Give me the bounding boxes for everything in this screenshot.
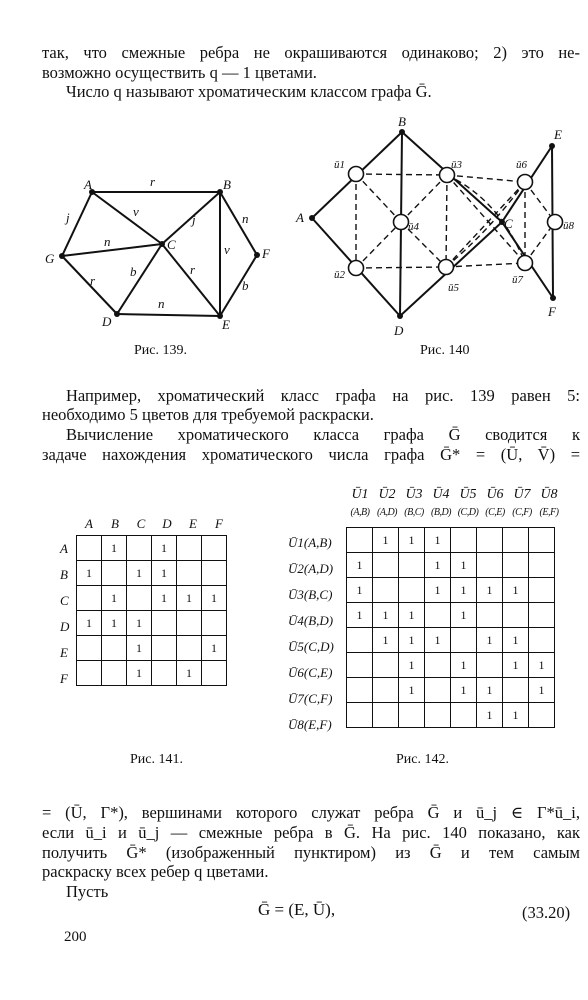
matrix-cell [451,703,477,728]
matrix-cell [177,611,202,636]
row-header: A [60,541,68,556]
text-p4a: = (Ū, Γ*), вершинами которого служат ребра Ḡ и ū_j ∈ Γ*ū_i, [42,803,580,822]
text-p4d: раскраску всех ребер q цветами. [42,862,269,881]
matrix-cell [347,678,373,703]
matrix-cell [202,561,227,586]
caption-fig139: Рис. 139. [134,343,187,358]
edge-label: r [90,273,96,288]
matrix-cell [477,603,503,628]
matrix-cell: 1 [477,703,503,728]
matrix-cell [503,553,529,578]
text-p2b: необходимо 5 цветов для требуемой раскраски. [42,405,374,424]
row-header: E [60,645,68,660]
matrix-cell: 1 [202,636,227,661]
matrix-cell [202,536,227,561]
edge-label: b [130,264,137,279]
fig141-matrix [76,535,227,686]
matrix-cell [177,536,202,561]
matrix-cell: 1 [347,553,373,578]
matrix-cell [477,528,503,553]
matrix-cell: 1 [373,603,399,628]
edge-vertex-label: ū7 [512,274,523,286]
matrix-cell: 1 [399,528,425,553]
matrix-cell: 1 [77,561,102,586]
vertex-label: D [102,314,112,329]
figure-139-graph [40,170,280,330]
figure-140-graph [290,110,580,342]
col-header: Ū2 [378,487,396,502]
matrix-cell: 1 [77,611,102,636]
vertex-label: F [262,246,270,261]
edge-vertex-label: ū8 [563,220,574,232]
matrix-cell: 1 [102,536,127,561]
matrix-cell [477,553,503,578]
matrix-cell [529,528,555,553]
edge-vertex-label: ū6 [516,159,527,171]
matrix-cell [347,703,373,728]
matrix-cell: 1 [127,661,152,686]
matrix-cell [373,653,399,678]
row-header: Ū2(A,D) [288,561,334,576]
col-subheader: (B,D) [431,507,451,518]
edge-label: j [66,210,70,225]
matrix-cell: 1 [503,628,529,653]
matrix-cell [347,528,373,553]
row-header: D [60,619,70,634]
matrix-cell [102,636,127,661]
edge-label: v [224,242,230,257]
row-header: Ū5(C,D) [288,639,334,654]
edge-label: n [104,234,111,249]
matrix-cell: 1 [503,653,529,678]
matrix-cell: 1 [529,653,555,678]
matrix-cell [529,578,555,603]
matrix-cell: 1 [529,678,555,703]
edge-label: v [133,204,139,219]
row-header: Ū8(E,F) [288,717,332,732]
text-p2a: Например, хроматический класс графа на рис. 139 равен 5: [66,386,580,405]
matrix-cell: 1 [399,628,425,653]
matrix-cell [425,653,451,678]
col-subheader: (C,E) [485,507,505,518]
vertex-label: C [504,216,513,231]
col-header: Ū4 [432,487,450,502]
matrix-cell: 1 [152,561,177,586]
matrix-cell: 1 [177,661,202,686]
edge-vertex-label: ū2 [334,269,345,281]
matrix-cell: 1 [152,536,177,561]
matrix-cell [451,528,477,553]
col-header: C [136,516,146,531]
edge-label: j [192,212,196,227]
matrix-cell: 1 [347,603,373,628]
col-header: E [189,516,197,531]
edge-vertex-label: ū5 [448,282,459,294]
text-p4b: если ū_i и ū_j — смежные ребра в Ḡ. На рис. 140 показано, как [42,823,580,842]
matrix-cell [127,586,152,611]
matrix-cell: 1 [202,586,227,611]
matrix-cell [373,678,399,703]
text-p3a: Вычисление хроматического класса графа Ḡ сводится к [66,425,580,444]
matrix-cell [177,636,202,661]
vertex-label: B [398,114,406,129]
matrix-cell: 1 [425,553,451,578]
row-header: B [60,567,68,582]
col-header: Ū6 [486,487,504,502]
matrix-cell [503,603,529,628]
matrix-cell [451,628,477,653]
matrix-cell: 1 [477,578,503,603]
matrix-cell [399,553,425,578]
caption-fig141: Рис. 141. [130,752,183,767]
col-header: Ū1 [351,487,369,502]
edge-vertex-label: ū1 [334,159,345,171]
matrix-cell [77,636,102,661]
row-header: Ū1(A,B) [288,535,332,550]
vertex-label: F [548,304,556,319]
matrix-cell: 1 [425,528,451,553]
page-number: 200 [64,929,87,945]
matrix-cell [77,586,102,611]
matrix-cell: 1 [477,678,503,703]
equation-number: (33.20) [522,903,571,922]
matrix-cell [373,578,399,603]
text-p4c: получить Ḡ* (изображенный пунктиром) из Ḡ и тем самым [42,843,580,862]
matrix-cell: 1 [152,586,177,611]
matrix-cell: 1 [503,578,529,603]
vertex-label: D [394,323,404,338]
col-header: B [111,516,119,531]
text-p3b: задаче нахождения хроматического числа графа Ḡ* = (Ū, V̄) = [42,445,580,464]
col-header: D [162,516,172,531]
matrix-cell: 1 [451,603,477,628]
col-header: Ū5 [459,487,477,502]
vertex-label: E [222,317,230,330]
matrix-cell [152,661,177,686]
text-line-2: возможно осуществить q — 1 цветами. [42,63,317,82]
col-subheader: (B,C) [404,507,424,518]
matrix-cell: 1 [102,586,127,611]
matrix-cell: 1 [451,578,477,603]
matrix-cell [347,653,373,678]
edge-label: b [242,278,249,293]
matrix-cell [529,628,555,653]
col-subheader: (E,F) [539,507,559,518]
matrix-cell: 1 [425,628,451,653]
col-header: F [215,516,223,531]
edge-label: n [158,296,165,311]
matrix-cell [373,553,399,578]
matrix-cell [425,603,451,628]
vertex-label: A [296,210,304,225]
matrix-cell [347,628,373,653]
matrix-cell [177,561,202,586]
row-header: Ū4(B,D) [288,613,334,628]
matrix-cell: 1 [451,653,477,678]
matrix-cell [202,611,227,636]
matrix-cell [477,653,503,678]
matrix-cell [399,578,425,603]
row-header: Ū6(C,E) [288,665,333,680]
matrix-cell [102,561,127,586]
col-subheader: (A,B) [350,507,370,518]
col-subheader: (C,D) [457,507,479,518]
matrix-cell [127,536,152,561]
edge-vertex-label: ū4 [408,221,419,233]
matrix-cell [373,703,399,728]
matrix-cell [425,703,451,728]
matrix-cell: 1 [373,628,399,653]
matrix-cell: 1 [127,636,152,661]
row-header: F [60,671,68,686]
matrix-cell: 1 [451,553,477,578]
matrix-cell [77,536,102,561]
col-header: Ū7 [513,487,531,502]
vertex-label: B [223,177,231,192]
vertex-label: A [84,177,92,192]
row-header: Ū3(B,C) [288,587,333,602]
matrix-cell [425,678,451,703]
matrix-cell [152,636,177,661]
matrix-cell: 1 [399,603,425,628]
matrix-cell: 1 [127,611,152,636]
equation: Ḡ = (E, Ū), [258,900,336,919]
matrix-cell: 1 [399,653,425,678]
vertex-label: G [45,251,55,266]
col-subheader: (C,F) [512,507,532,518]
col-header: Ū3 [405,487,423,502]
matrix-cell: 1 [451,678,477,703]
vertex-label: E [554,127,562,142]
matrix-cell [202,661,227,686]
col-header: A [85,516,93,531]
fig142-matrix [346,527,555,728]
matrix-cell: 1 [373,528,399,553]
matrix-cell: 1 [425,578,451,603]
caption-fig142: Рис. 142. [396,752,449,767]
matrix-cell [503,678,529,703]
col-header: Ū8 [540,487,558,502]
matrix-cell [102,661,127,686]
caption-fig140: Рис. 140 [420,343,470,358]
matrix-cell [503,528,529,553]
edge-label: r [150,174,156,189]
edge-vertex-label: ū3 [451,159,462,171]
matrix-cell [529,603,555,628]
matrix-cell: 1 [102,611,127,636]
row-header: C [60,593,69,608]
matrix-cell: 1 [503,703,529,728]
text-p5: Пусть [66,882,109,901]
matrix-cell [529,703,555,728]
edge-label: n [242,211,249,226]
matrix-cell [399,703,425,728]
matrix-cell: 1 [177,586,202,611]
matrix-cell: 1 [477,628,503,653]
matrix-cell: 1 [127,561,152,586]
edge-label: r [190,262,196,277]
col-subheader: (A,D) [377,507,397,518]
matrix-cell [77,661,102,686]
text-line-3: Число q называют хроматическим классом графа Ḡ. [66,82,432,101]
row-header: Ū7(C,F) [288,691,333,706]
matrix-cell: 1 [347,578,373,603]
matrix-cell [529,553,555,578]
vertex-label: C [167,237,176,252]
text-line-1: так, что смежные ребра не окрашиваются одинаково; 2) это не- [42,43,580,62]
matrix-cell [152,611,177,636]
matrix-cell: 1 [399,678,425,703]
